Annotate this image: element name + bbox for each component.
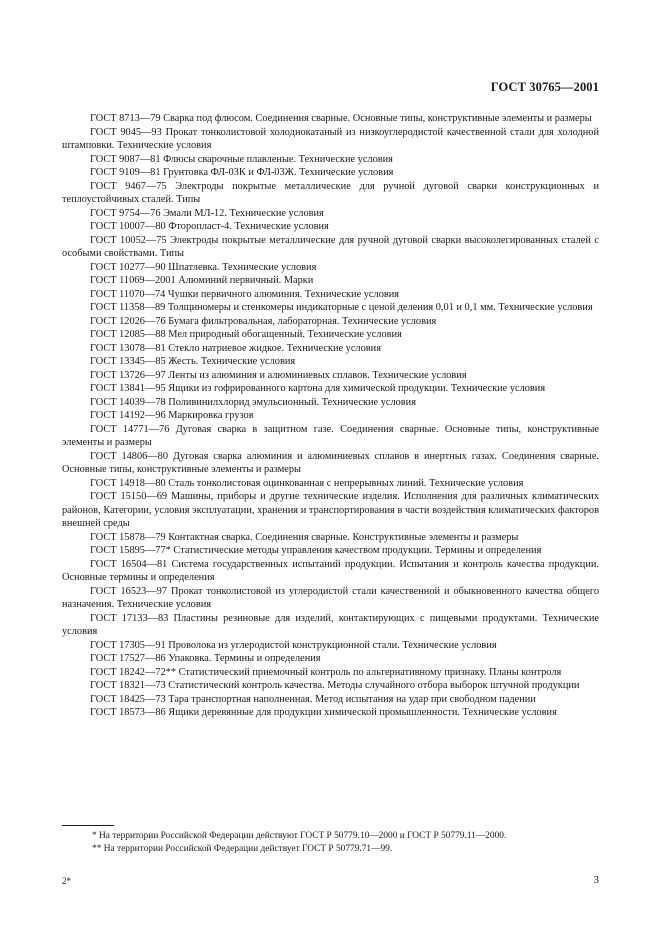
reference-item: ГОСТ 9045—93 Прокат тонколистовой холоднокатаный из низкоуглеродистой качественной стали для холодной штамповки. Технические условия	[62, 126, 599, 151]
reference-item: ГОСТ 15150—69 Машины, приборы и другие технические изделия. Исполнения для различных климатических районов, Категории, условия эксплуатации, хранения и транспортирования в части воздействия климатических факторов внешней среды	[62, 491, 599, 529]
reference-item: ГОСТ 9109—81 Грунтовка ФЛ-03К и ФЛ-03Ж. Технические условия	[90, 167, 394, 178]
footnote-1: * На территории Российской Федерации действуют ГОСТ Р 50779.10—2000 и ГОСТ Р 50779.11—2000.	[92, 831, 507, 841]
reference-item: ГОСТ 18242—72** Статистический приемочный контроль по альтернативному признаку. Планы контроля	[90, 666, 562, 678]
reference-item: ГОСТ 13841—95 Ящики из гофрированного картона для химической продукции. Технические условия	[90, 383, 546, 394]
page-number: 3	[593, 874, 599, 886]
reference-item: ГОСТ 16504—81 Система государственных испытаний продукции. Испытания и контроль качества продукции. Основные термины и определения	[62, 558, 599, 583]
references-list	[62, 112, 599, 720]
footnote-divider	[62, 825, 114, 826]
footnotes	[62, 830, 599, 855]
reference-item: ГОСТ 8713—79 Сварка под флюсом. Соединения сварные. Основные типы, конструктивные элементы и размеры	[90, 113, 592, 124]
reference-item: ГОСТ 10007—80 Фторопласт-4. Технические условия	[90, 221, 329, 232]
reference-item: ГОСТ 11070—74 Чушки первичного алюминия. Технические условия	[90, 288, 400, 300]
reference-item: ГОСТ 13726—97 Ленты из алюминия и алюминиевых сплавов. Технические условия	[90, 369, 467, 381]
sheet-mark: 2*	[62, 876, 71, 886]
reference-item: ГОСТ 10052—75 Электроды покрытые металлические для ручной дуговой сварки высоколегированных сталей с особыми свойствами. Типы	[62, 234, 599, 259]
document-code: ГОСТ 30765—2001	[490, 80, 599, 94]
reference-item: ГОСТ 18425—73 Тара транспортная наполненная. Метод испытания на удар при свободном падении	[90, 693, 536, 705]
reference-item: ГОСТ 14771—76 Дуговая сварка в защитном газе. Соединения сварные. Основные типы, конструктивные элементы и размеры	[62, 423, 599, 448]
reference-item: ГОСТ 15895—77* Статистические методы управления качеством продукции. Термины и определения	[90, 545, 542, 556]
reference-item: ГОСТ 18321—73 Статистический контроль качества. Методы случайного отбора выборок штучной продукции	[90, 680, 580, 691]
reference-item: ГОСТ 16523—97 Прокат тонколистовой из углеродистой стали качественной и обыкновенного качества общего назначения. Технические условия	[62, 585, 599, 610]
reference-item: ГОСТ 11358—89 Толщиномеры и стенкомеры индикаторные с ценой деления 0,01 и 0,1 мм. Технические условия	[90, 302, 593, 313]
reference-item: ГОСТ 13345—85 Жесть. Технические условия	[90, 356, 296, 367]
reference-item: ГОСТ 12085—88 Мел природный обогащенный. Технические условия	[90, 329, 402, 340]
reference-item: ГОСТ 18573—86 Ящики деревянные для продукции химической промышленности. Технические условия	[90, 707, 557, 718]
reference-item: ГОСТ 14192—96 Маркировка грузов	[90, 410, 254, 421]
reference-item: ГОСТ 12026—76 Бумага фильтровальная, лабораторная. Технические условия	[90, 315, 437, 327]
reference-item: ГОСТ 14918—80 Сталь тонколистовая оцинкованная с непрерывных линий. Технические условия	[90, 477, 524, 489]
reference-item: ГОСТ 9087—81 Флюсы сварочные плавленые. Технические условия	[90, 153, 393, 165]
reference-item: ГОСТ 13078—81 Стекло натриевое жидкое. Технические условия	[90, 342, 381, 354]
reference-item: ГОСТ 14806—80 Дуговая сварка алюминия и алюминиевых сплавов в инертных газах. Соединения сварные. Основные типы, конструктивные элементы и размеры	[62, 450, 599, 475]
reference-item: ГОСТ 10277—90 Шпатлевка. Технические условия	[90, 261, 317, 273]
reference-item: ГОСТ 15878—79 Контактная сварка. Соединения сварные. Конструктивные элементы и размеры	[90, 531, 519, 543]
reference-item: ГОСТ 9467—75 Электроды покрытые металлические для ручной дуговой сварки конструкционных и теплоустойчивых сталей. Типы	[62, 180, 599, 205]
reference-item: ГОСТ 17305—91 Проволока из углеродистой конструкционной стали. Технические условия	[90, 639, 497, 651]
reference-item: ГОСТ 17133—83 Пластины резиновые для изделий, контактирующих с пищевыми продуктами. Технические условия	[62, 612, 599, 637]
reference-item: ГОСТ 17527—86 Упаковка. Термины и определения	[90, 653, 321, 664]
reference-item: ГОСТ 11069—2001 Алюминий первичный. Марки	[90, 275, 314, 286]
reference-item: ГОСТ 14039—78 Поливинилхлорид эмульсионный. Технические условия	[90, 396, 416, 408]
footnote-2: ** На территории Российской Федерации действует ГОСТ Р 50779.71—99.	[92, 843, 393, 854]
reference-item: ГОСТ 9754—76 Эмали МЛ-12. Технические условия	[90, 207, 324, 219]
